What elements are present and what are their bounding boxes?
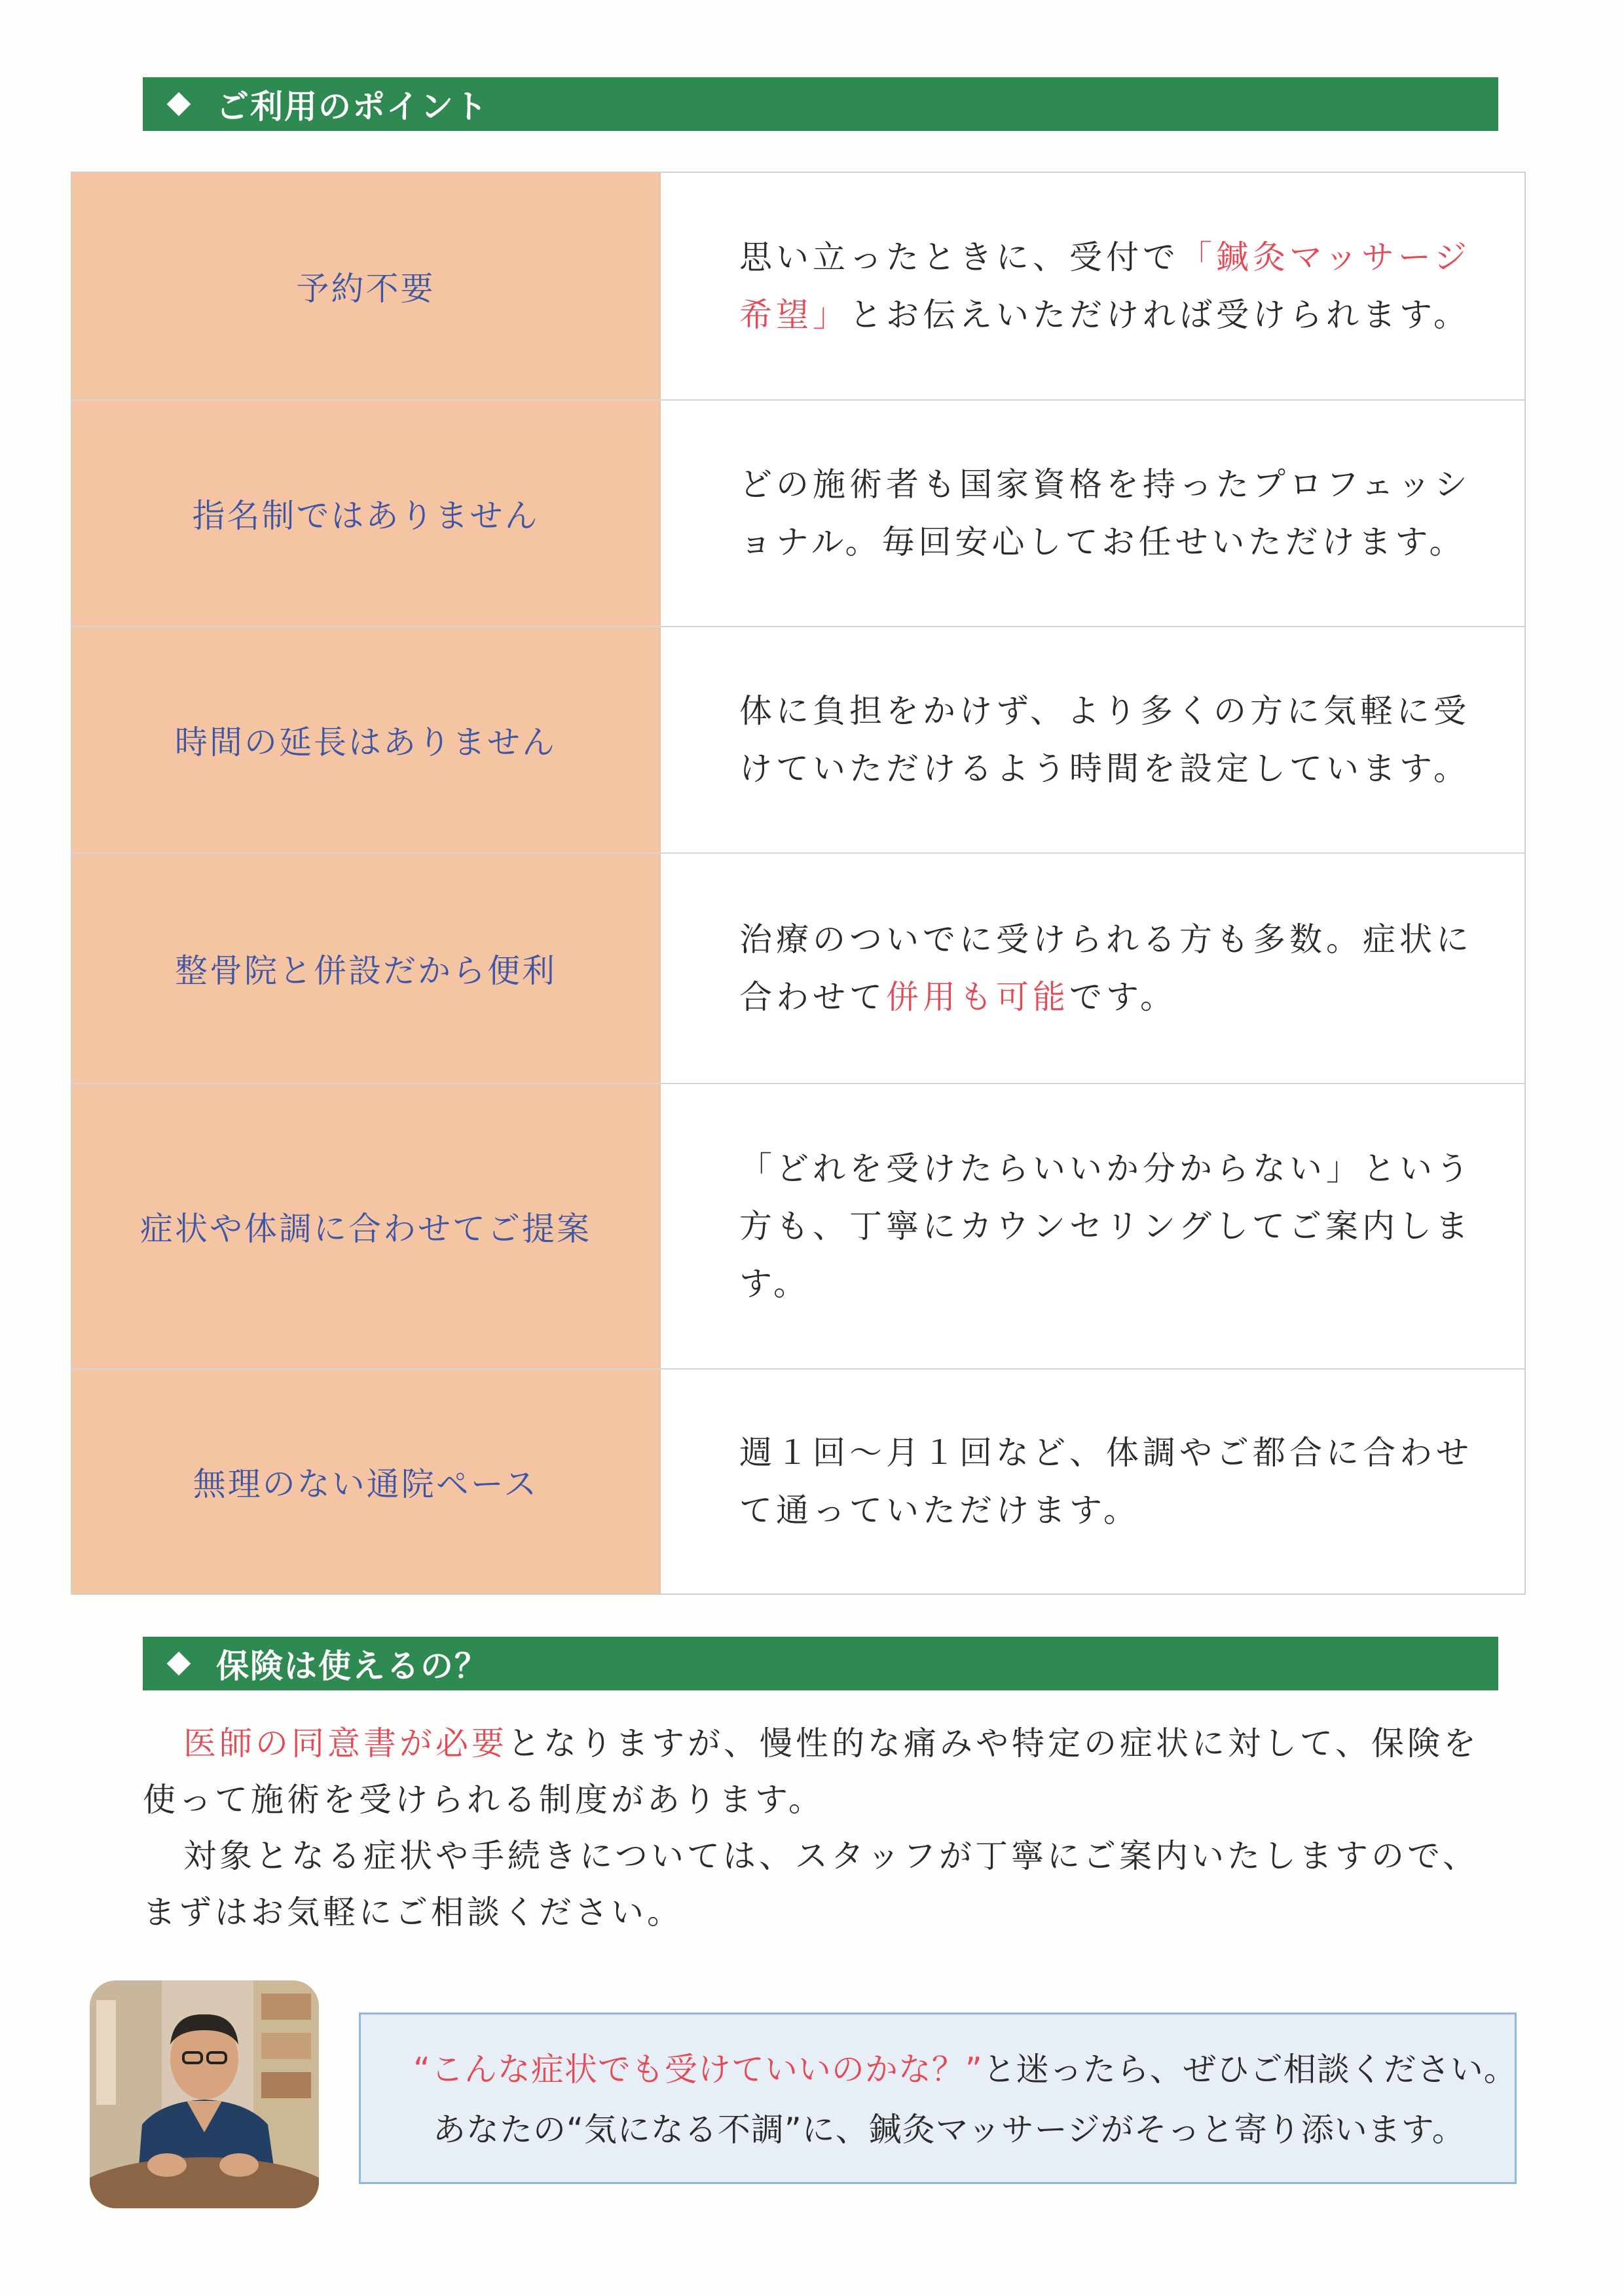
- desc-text: 体に負担をかけず、より多くの方に気軽に受: [739, 692, 1470, 730]
- points-row-description: [661, 1370, 1524, 1594]
- desc-highlight: 併用も可能: [886, 978, 1069, 1016]
- desc-text: どの施術者も国家資格を持ったプロフェッシ: [739, 465, 1471, 503]
- consult-line-2: あなたの“気になる不調”に、鍼灸マッサージがそっと寄り添います。: [433, 2111, 1466, 2149]
- therapist-illustration-icon: [90, 1980, 319, 2208]
- insurance-section-header: [143, 1637, 1498, 1690]
- consult-line-1: [413, 2039, 1517, 2100]
- desc-text: けていただけるよう時間を設定しています。: [739, 750, 1470, 788]
- diamond-bullet-icon: [167, 92, 191, 117]
- points-row-label: 指名制ではありません: [72, 401, 661, 626]
- therapist-photo: [90, 1980, 319, 2208]
- desc-text: ョナル。毎回安心してお任せいただけます。: [739, 523, 1466, 561]
- desc-highlight: 希望」: [739, 296, 849, 334]
- insurance-text: となりますが、慢性的な痛みや特定の症状に対して、保険を使って施術を受けられる制度があります。: [143, 1724, 1479, 1819]
- desc-text: 週１回～月１回など、体調やご都合に合わせ: [739, 1434, 1473, 1472]
- desc-text: です。: [1069, 978, 1177, 1016]
- desc-text: 合わせて: [739, 978, 886, 1016]
- consult-callout: [359, 2013, 1517, 2184]
- insurance-body: [143, 1715, 1498, 1941]
- desc-text: 「どれを受けたらいいか分からない」という: [739, 1150, 1473, 1188]
- points-section-header: [143, 77, 1498, 131]
- desc-highlight: 「鍼灸マッサージ: [1179, 238, 1471, 276]
- points-row: [72, 627, 1524, 854]
- insurance-paragraph: [143, 1828, 1498, 1941]
- points-row: [72, 1370, 1524, 1594]
- insurance-text: 対象となる症状や手続きについては、スタッフが丁寧にご案内いたしますので、まずはお気軽にご相談ください。: [143, 1837, 1479, 1931]
- points-row: [72, 401, 1524, 627]
- points-row: [72, 173, 1524, 401]
- points-row: [72, 1084, 1524, 1370]
- desc-text: とお伝えいただければ受けられます。: [849, 296, 1470, 334]
- insurance-paragraph: [143, 1715, 1498, 1828]
- desc-text: 思い立ったときに、受付で: [739, 238, 1179, 276]
- points-row: [72, 854, 1524, 1084]
- points-row-label: 無理のない通院ペース: [72, 1370, 661, 1594]
- points-table: [71, 172, 1526, 1595]
- points-row-label: 症状や体調に合わせてご提案: [72, 1084, 661, 1368]
- desc-text: 方も、丁寧にカウンセリングしてご案内しま: [739, 1207, 1472, 1245]
- points-section-title: ご利用のポイント: [216, 88, 489, 126]
- points-row-description: [661, 854, 1524, 1083]
- diamond-bullet-icon: [167, 1652, 191, 1676]
- desc-text: て通っていただけます。: [739, 1491, 1140, 1529]
- desc-text: す。: [739, 1265, 810, 1303]
- points-row-description: [661, 173, 1524, 399]
- points-row-label: 時間の延長はありません: [72, 627, 661, 852]
- points-row-description: [661, 627, 1524, 852]
- points-row-label: 整骨院と併設だから便利: [72, 854, 661, 1083]
- points-row-label: 予約不要: [72, 173, 661, 399]
- consult-text: と迷ったら、ぜひご相談ください。: [982, 2050, 1517, 2088]
- points-row-description: [661, 1084, 1524, 1368]
- consult-highlight: “こんな症状でも受けていいのかな？”: [413, 2050, 983, 2088]
- points-row-description: [661, 401, 1524, 626]
- insurance-section-title: 保険は使えるの？: [216, 1647, 489, 1685]
- insurance-highlight: 医師の同意書が必要: [183, 1724, 507, 1762]
- desc-text: 治療のついでに受けられる方も多数。症状に: [739, 920, 1473, 958]
